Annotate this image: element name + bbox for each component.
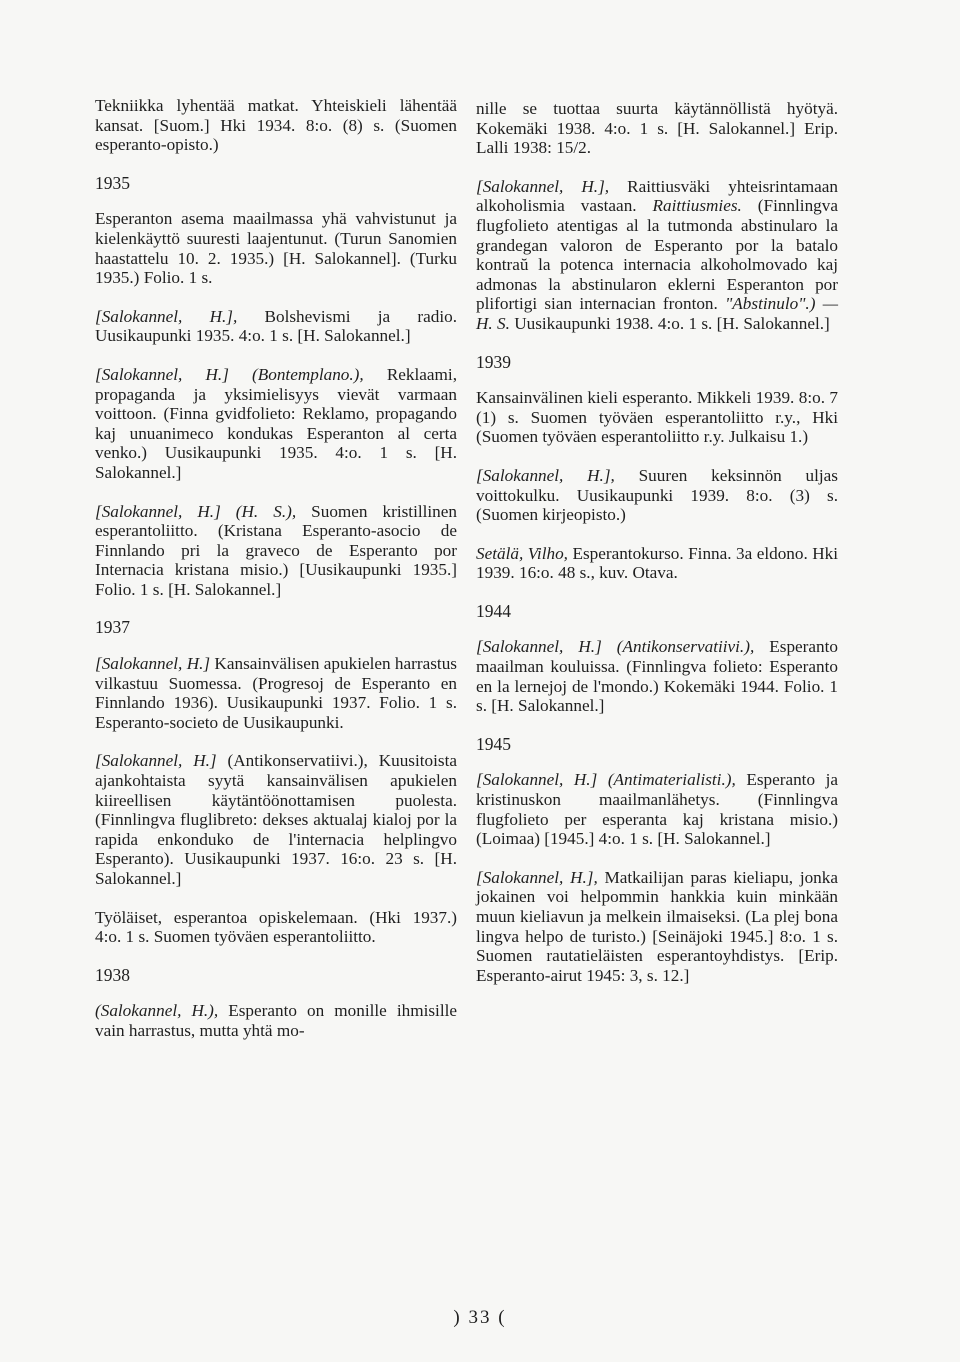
year-heading-1945: 1945 — [476, 733, 511, 754]
entry-maailman-kouluissa: [Salokannel, H.] (Antikonservatiivi.), Esperanto maailman kouluissa. (Finnlingva folieto: Esperanto en la lernejoj de l'mondo.) Kokemäki 1944. Folio. 1 s. [H. Salokannel.] — [476, 637, 838, 716]
entry-kuusitoista: [Salokannel, H.] (Antikonservatiivi.), Kuusitoista ajankohtaista syytä kansainvälisen apukielen kiireellisen käytäntöönottamisen puolesta. (Finnlingva fluglibreto: dekses aktualaj kialoj por la rapida enkonduko de l'internacia helplingvo Esperanto). Uusikaupunki 1937. 16:o. 23 s. [H. Salokannel.] — [95, 751, 457, 888]
entry-esperantokurso: Setälä, Vilho, Esperantokurso. Finna. 3a eldono. Hki 1939. 16:o. 48 s., kuv. Otava. — [476, 543, 839, 583]
entry-reklaami: [Salokannel, H.] (Bontemplano.), Reklaami, propaganda ja yksimielisyys vievät varmaan voittoon. (Finna gvidfolieto: Reklamo, propagando kaj unuanimeco kondukas Esperanton al certa venko.) Uusikaupunki 1935. 4:o. 1 s. [H. Salokannel.] — [95, 364, 457, 482]
page-number: ) 33 ( — [453, 1307, 507, 1328]
year-heading-1939: 1939 — [476, 351, 511, 372]
entry-tekniikka: Tekniikka lyhentää matkat. Yhteiskieli lähentää kansat. [Suom.] Hki 1934. 8:o. (8) s. (Suomen esperanto-opisto.) — [95, 96, 457, 155]
entry-bolshevismi: [Salokannel, H.], Bolshevismi ja radio. Uusikaupunki 1935. 4:o. 1 s. [H. Salokannel.] — [95, 306, 457, 346]
year-heading-1938: 1938 — [95, 964, 130, 985]
right-column — [476, 99, 838, 1004]
year-heading-1935: 1935 — [95, 172, 130, 193]
entry-matkailijan-paras-kieliapu: [Salokannel, H.], Matkailijan paras kieliapu, jonka jokainen voi helpommin hankkia kuin minkään muun kieliavun ja melkein ilmaiseksi. (La plej bona lingva helpo de turisto.) [Seinäjoki 1945.] 8:o. 1 s. Suomen rautatieläisten esperantoyhdistys. [Erip. Esperanto-airut 1945: 3, s. 12.] — [476, 867, 838, 985]
entry-kristinuskon-maailmanlahetys: [Salokannel, H.] (Antimaterialisti.), Esperanto ja kristinuskon maailmanlähetys. (Finnlingva flugfolieto per esperanta kaj kristana misio.) (Loimaa) [1945.] 4:o. 1 s. [H. Salokannel.] — [476, 770, 838, 849]
year-heading-1944: 1944 — [476, 600, 511, 621]
entry-esperanton-asema: Esperanton asema maailmassa yhä vahvistunut ja kielenkäyttö suuresti laajentunut. (Turun Sanomien haastattelu 10. 2. 1935.) [H. Salokannel]. (Turku 1935.) Folio. 1 s. — [95, 209, 457, 288]
entry-tyolaiset: Työläiset, esperantoa opiskelemaan. (Hki 1937.) 4:o. 1 s. Suomen työväen esperantoliitto. — [95, 907, 457, 947]
entry-continuation: nille se tuottaa suurta käytännöllistä hyötyä. Kokemäki 1938. 4:o. 1 s. [H. Salokannel.] Erip. Lalli 1938: 15/2. — [476, 99, 838, 158]
entry-kansainvalisen-apukielen: [Salokannel, H.] Kansainvälisen apukielen harrastus vilkastuu Suomessa. (Progresoj de Esperanto en Finnlando 1936). Uusikaupunki 1937. Folio. 1 s. Esperanto-societo de Uusikaupunki. — [95, 654, 457, 732]
left-column — [95, 96, 457, 1060]
entry-kristillinen-esperantoliitto: [Salokannel, H.] (H. S.), Suomen kristillinen esperantoliitto. (Kristana Esperanto-asocio de Finnlando pri la graveco de Esperanto por Internacia kristana misio.) [Uusikaupunki 1935.] Folio. 1 s. [H. Salokannel.] — [95, 501, 457, 599]
entry-kansainvalinen-kieli: Kansainvälinen kieli esperanto. Mikkeli 1939. 8:o. 7 (1) s. Suomen työväen esperantoliitto r.y., Hki (Suomen työväen esperantoliitto r.y. Julkaisu 1.) — [476, 388, 838, 447]
entry-esperanto-on-monille: (Salokannel, H.), Esperanto on monille ihmisille vain harrastus, mutta yhtä mo- — [95, 1001, 457, 1040]
entry-raittiusvaki: [Salokannel, H.], Raittiusväki yhteisrintamaan alkoholismia vastaan. Raittiusmies. (Finnlingva flugfolieto atentigas al la tutmonda abstinularo la grandegan valoron de Esperanto por la batalo kontraŭ la potenca internacia alkoholmovado kaj admonas la abstinularon eklerni Esperanton por plifortigi sian internacian fronton. "Abstinulo".) — H. S. Uusikaupunki 1938. 4:o. 1 s. [H. Salokannel.] — [476, 176, 838, 333]
entry-suuren-keksinnon: [Salokannel, H.], Suuren keksinnön uljas voittokulku. Uusikaupunki 1939. 8:o. (3) s. (Suomen kirjeopisto.) — [476, 465, 838, 525]
year-heading-1937: 1937 — [95, 617, 130, 638]
